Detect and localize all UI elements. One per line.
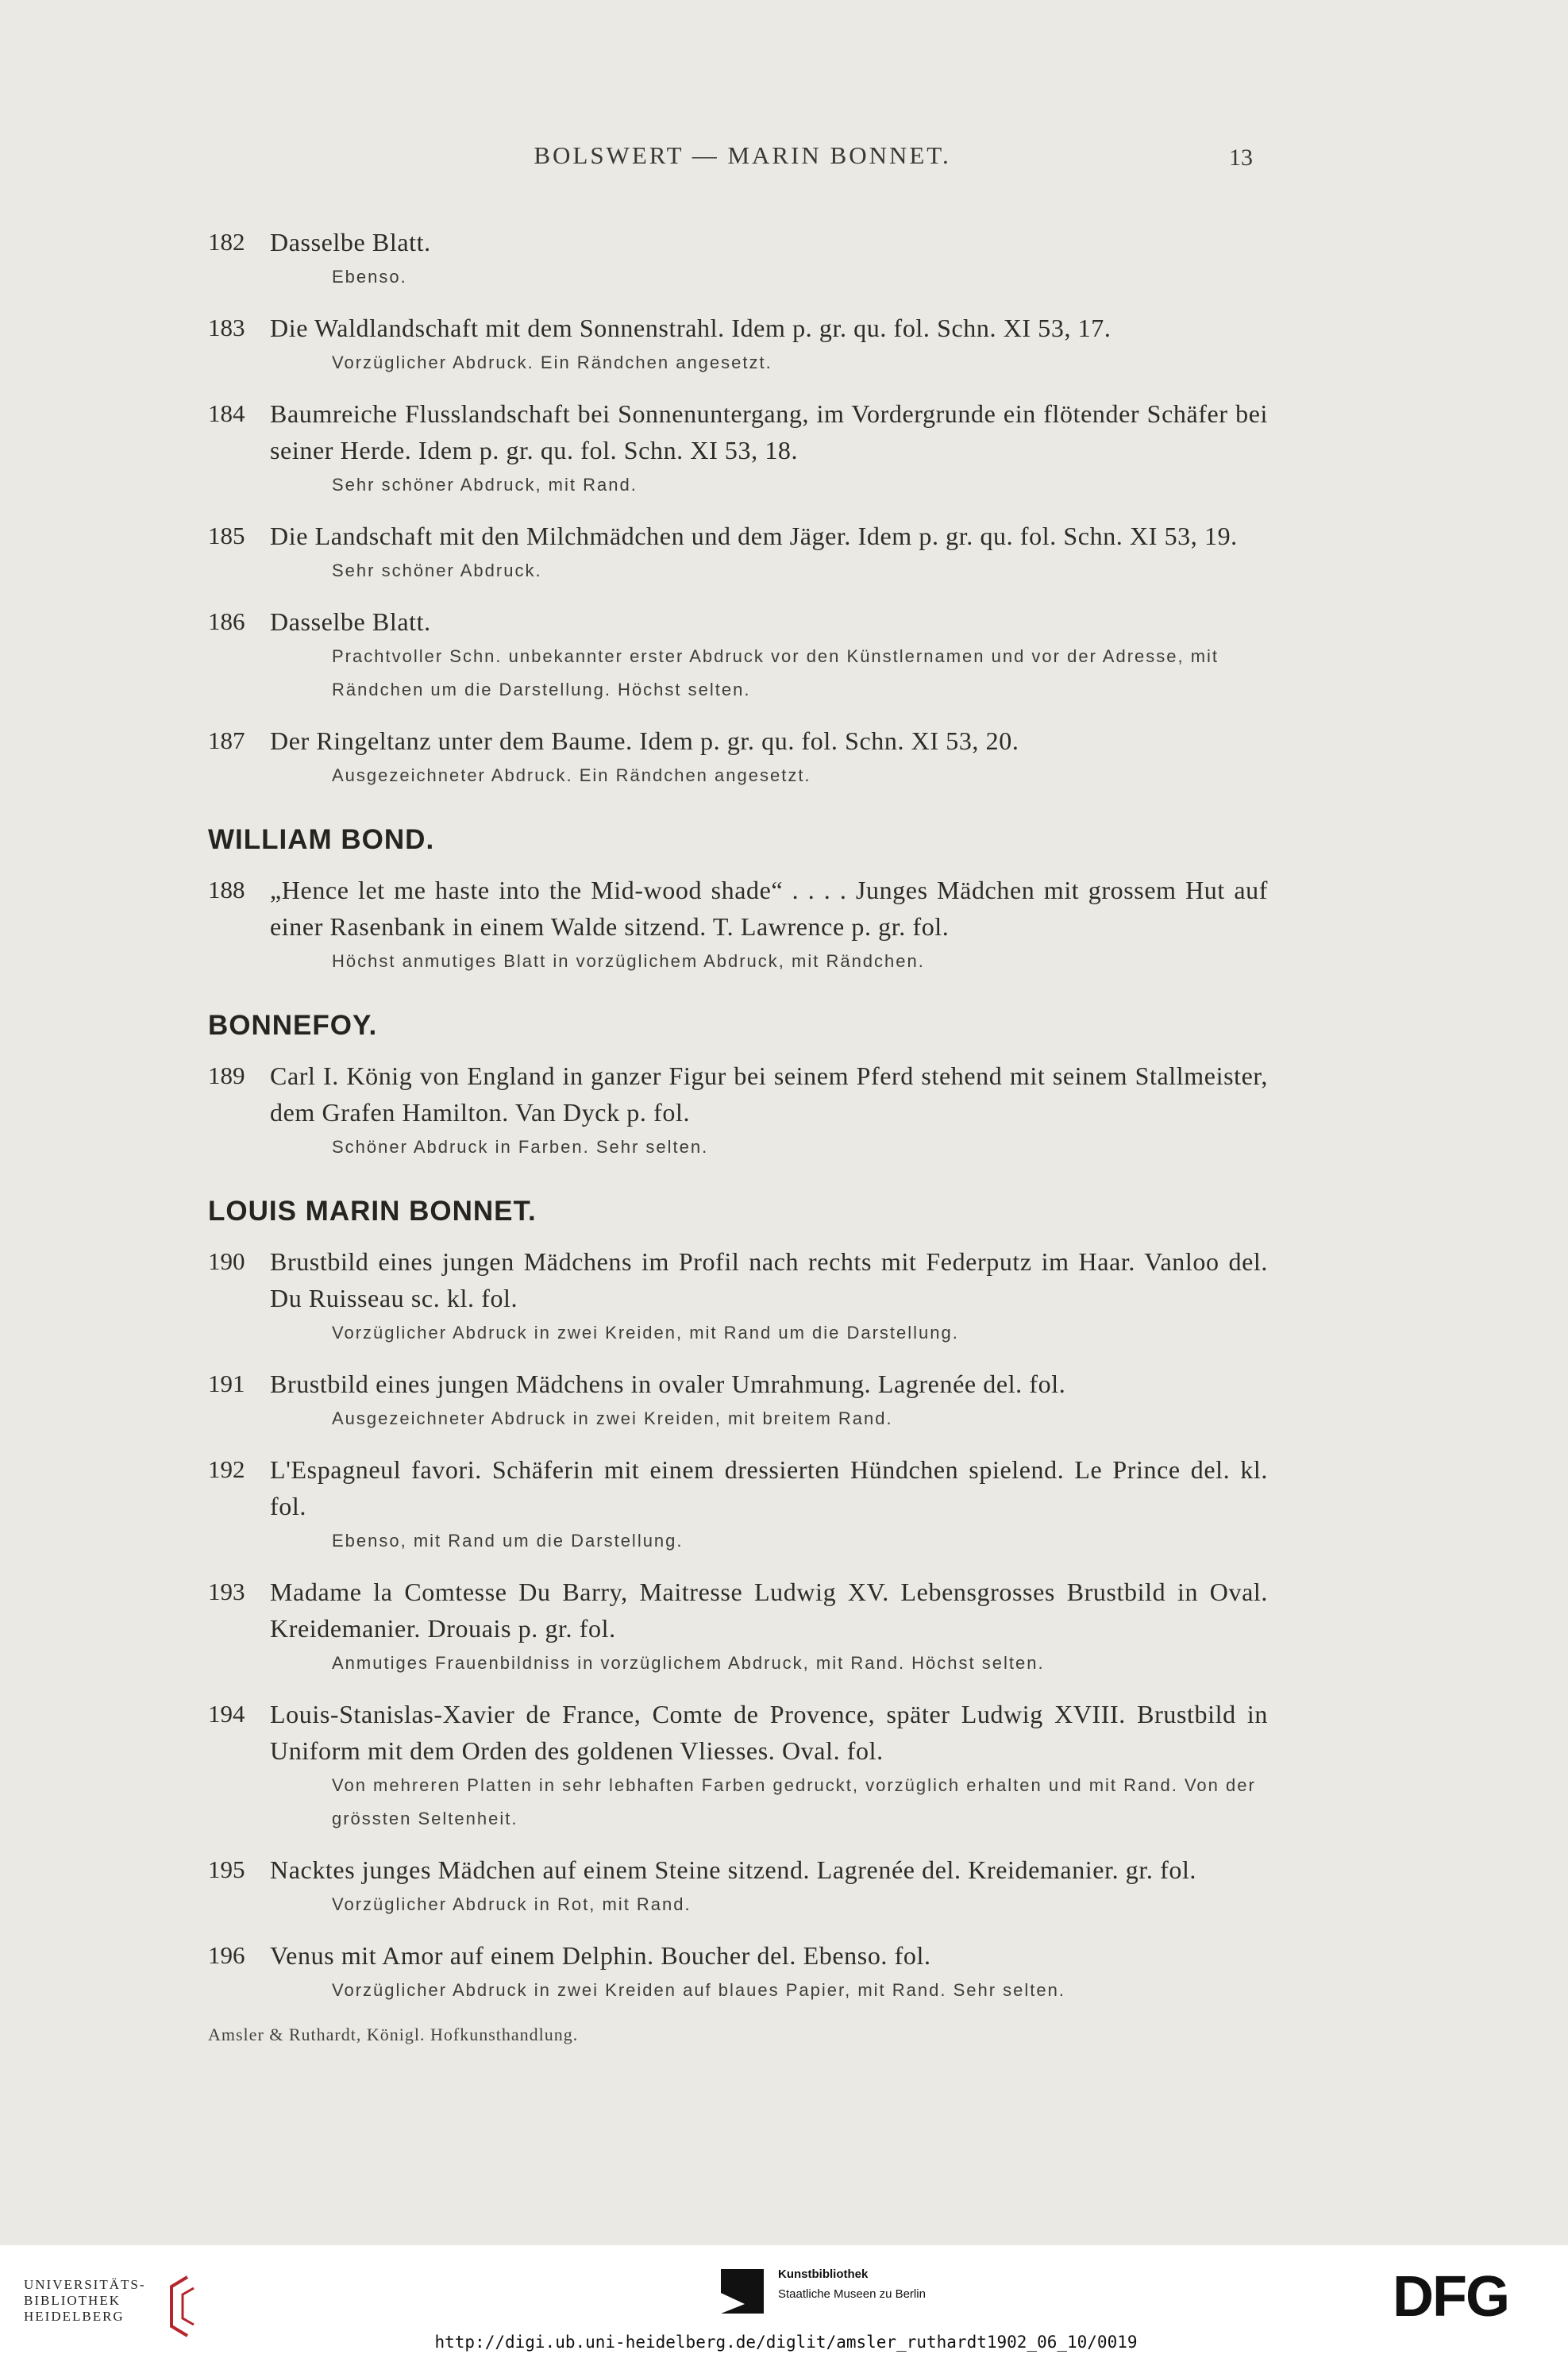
source-url[interactable]: http://digi.ub.uni-heidelberg.de/diglit/amsler_ruthardt1902_06_10/0019 <box>434 2333 1138 2352</box>
dfg-logo: DFG <box>1393 2265 1508 2329</box>
catalogue-entry <box>208 1451 1268 1558</box>
ub-line-3: HEIDELBERG <box>24 2309 125 2324</box>
entry-number: 186 <box>208 607 245 635</box>
entry-title: Venus mit Amor auf einem Delphin. Boucher del. Ebenso. fol. <box>270 1941 931 1970</box>
entry-number: 182 <box>208 228 245 256</box>
kunstbibliothek-icon <box>718 2269 767 2315</box>
page-number: 13 <box>1229 144 1253 171</box>
catalogue-entry <box>208 722 1268 792</box>
entry-number: 188 <box>208 876 245 904</box>
catalogue-entry <box>208 1851 1268 1921</box>
entry-title: Brustbild eines jungen Mädchens in ovaler Umrahmung. Lagrenée del. fol. <box>270 1370 1066 1398</box>
catalogue-entry <box>208 224 1268 294</box>
entry-note: Sehr schöner Abdruck. <box>332 561 542 580</box>
entry-note: Ebenso. <box>332 267 407 287</box>
entry-note: Ausgezeichneter Abdruck. Ein Rändchen angesetzt. <box>332 765 811 785</box>
entry-note: Prachtvoller Schn. unbekannter erster Abdruck vor den Künstlernamen und vor der Adresse, mit Rändchen um die Darstellung. Höchst selten. <box>332 646 1219 699</box>
entry-number: 196 <box>208 1941 245 1969</box>
section-heading-louis-marin-bonnet: LOUIS MARIN BONNET. <box>208 1196 537 1227</box>
entry-note: Vorzüglicher Abdruck in Rot, mit Rand. <box>332 1894 692 1914</box>
catalogue-entry <box>208 1058 1268 1164</box>
entry-note: Ebenso, mit Rand um die Darstellung. <box>332 1531 684 1551</box>
entry-note: Vorzüglicher Abdruck in zwei Kreiden auf blaues Papier, mit Rand. Sehr selten. <box>332 1980 1065 2000</box>
catalogue-entry <box>208 1696 1268 1836</box>
entry-title: Nacktes junges Mädchen auf einem Steine sitzend. Lagrenée del. Kreidemanier. gr. fol. <box>270 1855 1197 1884</box>
catalogue-entry <box>208 872 1268 978</box>
section-heading-william-bond: WILLIAM BOND. <box>208 824 435 855</box>
entry-note: Höchst anmutiges Blatt in vorzüglichem Abdruck, mit Rändchen. <box>332 951 925 971</box>
entry-note: Anmutiges Frauenbildniss in vorzüglichem Abdruck, mit Rand. Höchst selten. <box>332 1653 1045 1673</box>
entry-number: 187 <box>208 726 245 754</box>
catalogue-entry <box>208 1574 1268 1680</box>
catalogue-entry <box>208 1243 1268 1350</box>
kunstbibliothek-label <box>778 2264 926 2304</box>
entry-note: Vorzüglicher Abdruck. Ein Rändchen angesetzt. <box>332 353 772 372</box>
entry-title: Dasselbe Blatt. <box>270 228 431 256</box>
entry-number: 184 <box>208 399 245 427</box>
ub-heidelberg-text <box>24 2277 146 2325</box>
entry-number: 192 <box>208 1455 245 1483</box>
entry-title: Dasselbe Blatt. <box>270 607 431 636</box>
entry-title: Louis-Stanislas-Xavier de France, Comte de Provence, später Ludwig XVIII. Brustbild in Uniform mit dem Orden des goldenen Vliesses. Oval. fol. <box>270 1700 1268 1765</box>
entry-note: Ausgezeichneter Abdruck in zwei Kreiden, mit breitem Rand. <box>332 1408 893 1428</box>
catalogue-entry <box>208 603 1268 707</box>
entry-number: 190 <box>208 1247 245 1275</box>
entry-number: 185 <box>208 522 245 549</box>
entry-number: 189 <box>208 1061 245 1089</box>
catalogue-entry <box>208 1937 1268 2007</box>
entry-title: Brustbild eines jungen Mädchens im Profil nach rechts mit Federputz im Haar. Vanloo del. Du Ruisseau sc. kl. fol. <box>270 1247 1268 1312</box>
entry-number: 183 <box>208 314 245 341</box>
ub-line-1: UNIVERSITÄTS- <box>24 2277 146 2292</box>
entry-note: Vorzüglicher Abdruck in zwei Kreiden, mit Rand um die Darstellung. <box>332 1323 959 1343</box>
entry-title: Carl I. König von England in ganzer Figur bei seinem Pferd stehend mit seinem Stallmeister, dem Grafen Hamilton. Van Dyck p. fol. <box>270 1061 1268 1127</box>
entry-title: Die Waldlandschaft mit dem Sonnenstrahl. Idem p. gr. qu. fol. Schn. XI 53, 17. <box>270 314 1111 342</box>
catalogue-content <box>208 224 1268 2045</box>
entry-number: 194 <box>208 1700 245 1728</box>
catalogue-entry <box>208 1366 1268 1435</box>
entry-title: „Hence let me haste into the Mid-wood shade“ . . . . Junges Mädchen mit grossem Hut auf einer Rasenbank in einem Walde sitzend. T. Lawrence p. gr. fol. <box>270 876 1268 941</box>
catalogue-entry <box>208 310 1268 380</box>
publisher-imprint: Amsler & Ruthardt, Königl. Hofkunsthandlung. <box>208 2025 579 2044</box>
entries-bolswert <box>208 224 1268 792</box>
entry-number: 193 <box>208 1578 245 1605</box>
catalogue-entry <box>208 518 1268 588</box>
entry-title: Madame la Comtesse Du Barry, Maitresse Ludwig XV. Lebensgrosses Brustbild in Oval. Kreidemanier. Drouais p. gr. fol. <box>270 1578 1268 1643</box>
entry-title: L'Espagneul favori. Schäferin mit einem dressierten Hündchen spielend. Le Prince del. kl. fol. <box>270 1455 1268 1520</box>
entry-number: 195 <box>208 1855 245 1883</box>
ub-line-2: BIBLIOTHEK <box>24 2293 121 2308</box>
entry-title: Der Ringeltanz unter dem Baume. Idem p. gr. qu. fol. Schn. XI 53, 20. <box>270 726 1019 755</box>
entry-title: Baumreiche Flusslandschaft bei Sonnenuntergang, im Vordergrunde ein flötender Schäfer bei seiner Herde. Idem p. gr. qu. fol. Schn. XI 53, 18. <box>270 399 1268 464</box>
entry-note: Sehr schöner Abdruck, mit Rand. <box>332 475 638 495</box>
kb-name: Kunstbibliothek <box>778 2267 869 2281</box>
entry-number: 191 <box>208 1370 245 1397</box>
entry-note: Von mehreren Platten in sehr lebhaften Farben gedruckt, vorzüglich erhalten und mit Rand. Von der grössten Seltenheit. <box>332 1775 1256 1828</box>
kb-sub: Staatliche Museen zu Berlin <box>778 2287 926 2301</box>
running-head: BOLSWERT — MARIN BONNET. <box>534 141 951 169</box>
entry-note: Schöner Abdruck in Farben. Sehr selten. <box>332 1137 709 1157</box>
section-heading-bonnefoy: BONNEFOY. <box>208 1010 378 1041</box>
catalogue-entry <box>208 395 1268 502</box>
entry-title: Die Landschaft mit den Milchmädchen und dem Jäger. Idem p. gr. qu. fol. Schn. XI 53, 19. <box>270 522 1238 550</box>
